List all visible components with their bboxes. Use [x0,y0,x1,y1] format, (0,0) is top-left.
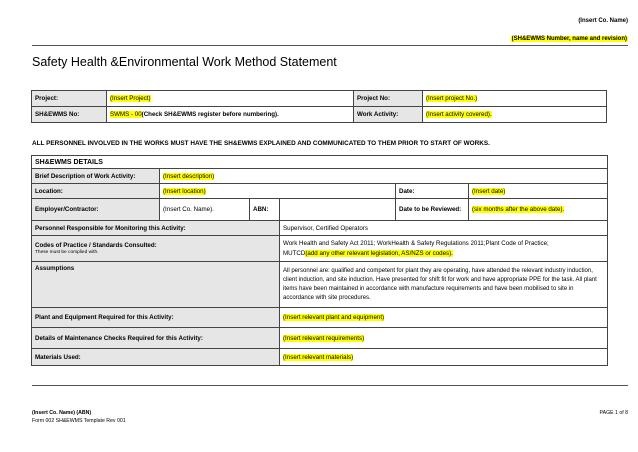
work-activity-value-cell[interactable] [423,107,607,123]
assumptions-value[interactable]: All personnel are: qualified and competent for plant they are operating, have attended the relevant industry induction, client induction, and site induction. Have presented for shift fit for work and have appropriate PPE for the task. All plant items have been maintained in accordance with manufacture requirements and have been mobilised to site in accordance with site procedures. [280,262,608,308]
codes-label-cell [32,236,280,262]
review-date-label: Date to be Reviewed: [396,199,469,221]
employer-value[interactable]: (Insert Co. Name). [160,199,250,221]
assumptions-label: Assumptions [32,262,280,308]
brief-description-value: (Insert description) [163,172,215,180]
location-value: (Insert location) [163,187,206,195]
project-label: Project: [32,91,107,107]
personnel-notice: ALL PERSONNEL INVOLVED IN THE WORKS MUST HAVE THE SH&EWMS EXPLAINED AND COMMUNICATED TO THEM PRIOR TO START OF WORKS. [32,140,490,147]
materials-value: (Insert relevant materials) [283,353,354,361]
brief-description-cell[interactable] [160,169,608,184]
brief-description-label: Brief Description of Work Activity: [32,169,160,184]
maintenance-cell[interactable] [280,328,608,349]
employer-label: Employer/Contractor: [32,199,160,221]
details-heading: SH&EWMS DETAILS [32,156,608,169]
materials-label: Materials Used: [32,349,280,366]
plant-label: Plant and Equipment Required for this Activity: [32,308,280,328]
codes-value-line2: MUTCD [283,249,306,257]
materials-cell[interactable] [280,349,608,366]
codes-value-cell[interactable] [280,236,608,262]
plant-cell[interactable] [280,308,608,328]
codes-value-highlight: (add any other relevant legislation, AS/NZS or codes). [305,249,453,257]
review-date-value: (six months after the above date). [472,206,565,213]
codes-value: Work Health and Safety Act 2011; WorkHealth & Safety Regulations 2011;Plant Code of Practice; [283,240,549,248]
review-date-cell[interactable] [469,199,608,221]
codes-label: Codes of Practice / Standards Consulted: [35,242,157,249]
location-label: Location: [32,184,160,199]
project-no-label: Project No: [354,91,423,107]
project-table [31,90,607,123]
abn-value[interactable] [280,199,396,221]
abn-label: ABN: [250,199,280,221]
swms-no-note: (Check SH&EWMS register before numbering). [141,111,279,118]
swms-no-value-cell[interactable] [107,107,354,123]
project-value: (Insert Project) [110,95,151,102]
codes-sublabel: These must be complied with. [35,250,99,255]
maintenance-label: Details of Maintenance Checks Required for this Activity: [32,328,280,349]
personnel-label: Personnel Responsible for Monitoring this Activity: [32,221,280,236]
date-label: Date: [396,184,469,199]
swms-reference-header: (SH&EWMS Number, name and revision) [511,36,627,42]
details-table [31,155,608,366]
location-cell[interactable] [160,184,396,199]
header-rule [32,45,628,46]
work-activity-label: Work Activity: [354,107,423,123]
project-no-value-cell[interactable] [423,91,607,107]
footer-form-number: Form 002 SH&EWMS Template Rev 001 [32,418,126,424]
swms-no-label: SH&EWMS No: [32,107,107,123]
company-name-header: (Insert Co. Name) [578,18,628,24]
date-value: (Insert date) [472,187,506,195]
swms-no-value: SWMS - 00 [110,111,142,118]
page-title: Safety Health &Environmental Work Method Statement [32,55,337,69]
personnel-value[interactable]: Supervisor, Certified Operators [280,221,608,236]
plant-value: (Insert relevant plant and equipment) [283,314,385,321]
project-value-cell[interactable] [107,91,354,107]
footer-page-number: PAGE 1 of 8 [599,410,628,416]
work-activity-value: (Insert activity covered). [426,111,492,118]
maintenance-value: (Insert relevant requirements) [283,334,365,342]
footer-rule [32,385,628,386]
project-no-value: (Insert project No.) [426,95,478,102]
footer-company-abn: (Insert Co. Name) (ABN) [32,410,92,416]
date-cell[interactable] [469,184,608,199]
